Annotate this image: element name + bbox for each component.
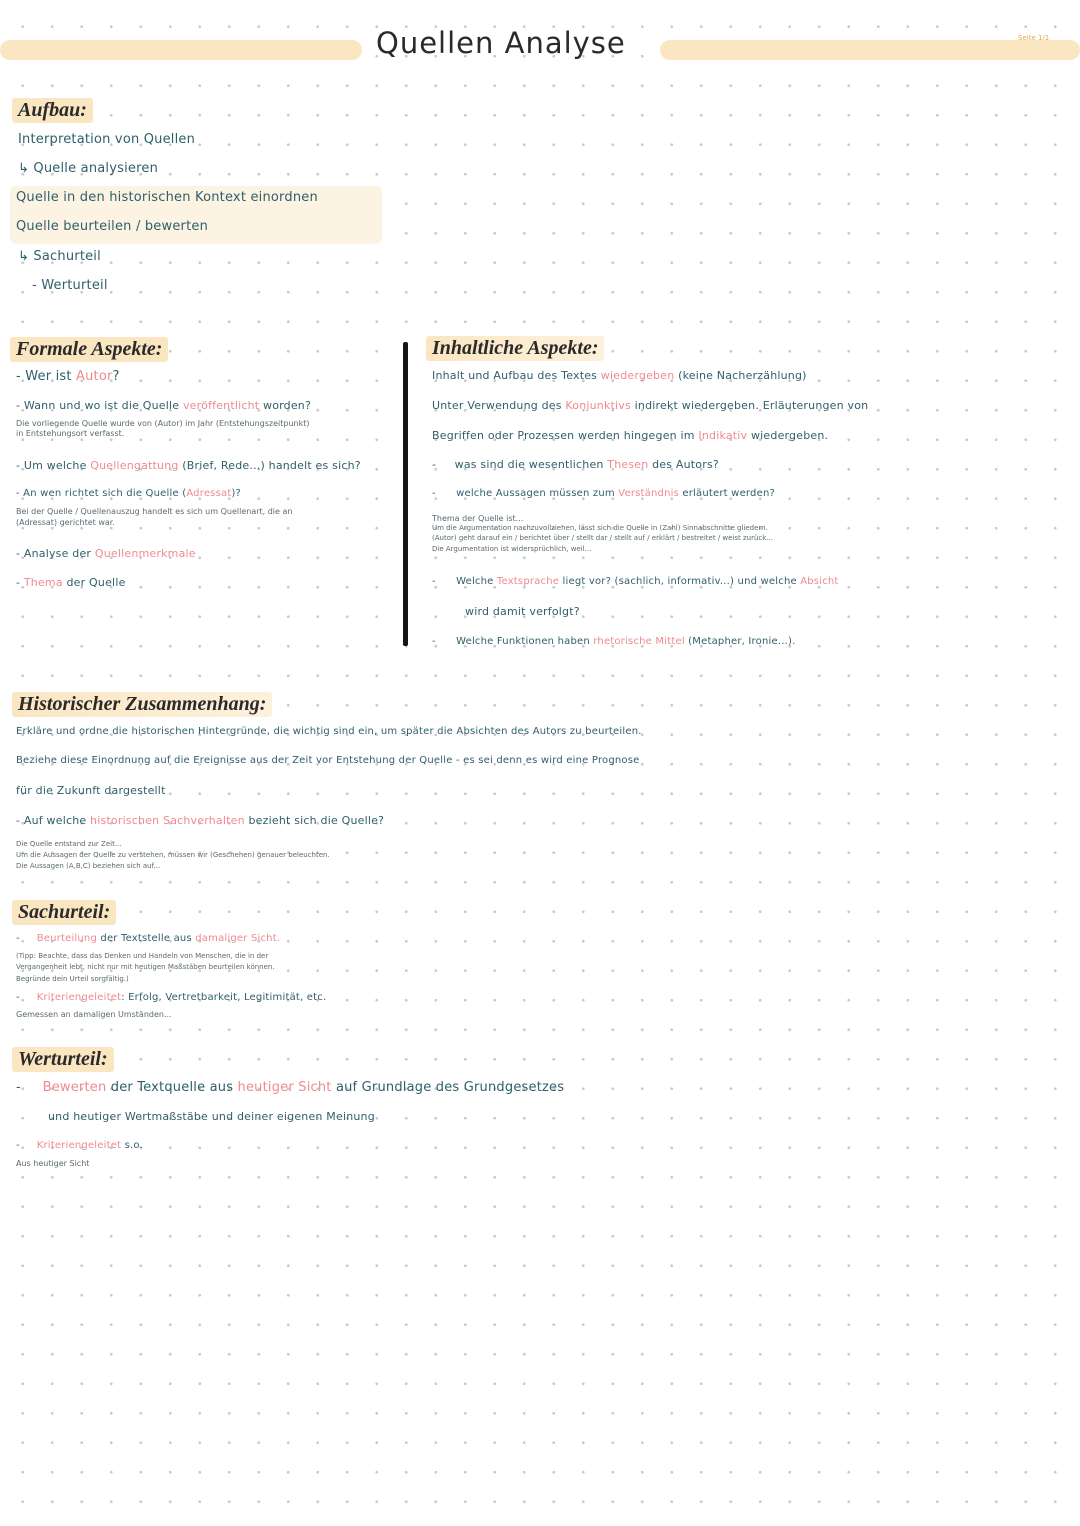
historisch-question: - Auf welche historischen Sachverhalten bezieht sich die Quelle? [16, 814, 385, 827]
formal-q4: - An wen richtet sich die Quelle (Adressat)? [16, 488, 242, 499]
formal-q1: - Wer ist Autor? [16, 369, 120, 384]
historisch-line-3: für die Zukunft dargestellt [16, 784, 166, 797]
aufbau-heading: Aufbau: [12, 98, 93, 123]
column-divider [403, 342, 408, 646]
sachurteil-note-1: (Tipp: Beachte, dass das Denken und Handeln von Menschen, die in der [16, 952, 269, 960]
sachurteil-line-1: - Beurteilung der Textstelle aus damaliger Sicht. [16, 933, 281, 944]
sachurteil-heading: Sachurteil: [12, 900, 116, 925]
inhalt-line-3: Begriffen oder Prozessen werden hingegen im Indikativ wiedergeben. [432, 429, 829, 442]
werturteil-line-1: - Bewerten der Textquelle aus heutiger Sicht auf Grundlage des Grundgesetzes [16, 1080, 565, 1095]
inhalt-note-1: Thema der Quelle ist... [432, 514, 524, 523]
formal-q4-note-1: Bei der Quelle / Quellenauszug handelt es sich um Quellenart, die an [16, 507, 293, 516]
inhalt-note-2: Um die Argumentation nachzuvollziehen, lässt sich die Quelle in (Zahl) Sinnabschnitte gliedern. [432, 524, 768, 532]
aufbau-line-1: Interpretation von Quellen [18, 132, 196, 147]
header-highlight-left [0, 40, 362, 60]
aufbau-line-2: ↳ Quelle analysieren [18, 161, 159, 176]
werturteil-heading: Werturteil: [12, 1047, 114, 1072]
inhalt-bullet-3: - Welche Textsprache liegt vor? (sachlich, informativ...) und welche Absicht [432, 576, 839, 587]
inhalt-note-3: (Autor) geht darauf ein / berichtet über / stellt dar / stellt auf / erklärt / bestreitet / weist zurück... [432, 534, 774, 542]
historisch-line-2: Beziehe diese Einordnung auf die Ereignisse aus der Zeit vor Entstehung der Quelle - es sei denn es wird eine Prognose [16, 755, 640, 766]
historisch-note-1: Die Quelle entstand zur Zeit... [16, 840, 122, 848]
historisch-line-1: Erkläre und ordne die historischen Hintergründe, die wichtig sind ein, um später die Absichten des Autors zu beurteilen. [16, 726, 642, 737]
inhalt-bullet-4: - Welche Funktionen haben rhetorische Mittel (Metapher, Ironie...). [432, 636, 796, 647]
corner-note: Seite 1/1 [1018, 34, 1050, 42]
werturteil-note-1: Aus heutiger Sicht [16, 1159, 90, 1168]
formal-q2-note-1: Die vorliegende Quelle wurde von (Autor) im Jahr (Entstehungszeitpunkt) [16, 419, 310, 428]
formal-q6: - Thema der Quelle [16, 576, 126, 589]
aufbau-line-6: - Werturteil [32, 278, 108, 293]
historisch-note-2: Um die Aussagen der Quelle zu verstehen, müssen wir (Geschehen) genauer beleuchten. [16, 851, 330, 859]
formal-q4-note-2: (Adressat) gerichtet war. [16, 518, 115, 527]
sachurteil-note-3: Begründe dein Urteil sorgfältig.) [16, 975, 129, 983]
inhalt-bullet-2: - welche Aussagen müssen zum Verständnis erläutert werden? [432, 488, 775, 499]
formal-q2: - Wann und wo ist die Quelle veröffentlicht worden? [16, 399, 312, 412]
historisch-note-3: Die Aussagen (A,B,C) beziehen sich auf... [16, 862, 161, 870]
inhalt-line-2: Unter Verwendung des Konjunktivs indirekt wiedergeben. Erläuterungen von [432, 399, 869, 412]
werturteil-line-3: - Kriteriengeleitet s.o. [16, 1140, 143, 1151]
inhalt-note-4: Die Argumentation ist widersprüchlich, weil... [432, 545, 592, 553]
inhalt-bullet-1: - was sind die wesentlichen Thesen des Autors? [432, 458, 719, 471]
formal-q2-note-2: in Entstehungsort verfasst. [16, 429, 125, 438]
header-highlight-right [660, 40, 1080, 60]
formal-q5: - Analyse der Quellenmerkmale [16, 547, 196, 560]
werturteil-line-2: und heutiger Wertmaßstäbe und deiner eigenen Meinung [48, 1110, 375, 1123]
formal-q3: - Um welche Quellengattung (Brief, Rede...) handelt es sich? [16, 459, 361, 472]
sachurteil-note-4: Gemessen an damaligen Umständen... [16, 1010, 172, 1019]
sachurteil-line-2: - Kriteriengeleitet: Erfolg, Vertretbarkeit, Legitimität, etc. [16, 992, 327, 1003]
inhalt-heading: Inhaltliche Aspekte: [426, 336, 604, 361]
page-title: Quellen Analyse [376, 26, 626, 60]
formal-heading: Formale Aspekte: [10, 337, 168, 362]
sachurteil-note-2: Vergangenheit lebt, nicht nur mit heutigen Maßstäben beurteilen können. [16, 963, 275, 971]
aufbau-line-3: Quelle in den historischen Kontext einordnen [16, 190, 318, 205]
aufbau-line-4: Quelle beurteilen / bewerten [16, 219, 209, 234]
aufbau-line-5: ↳ Sachurteil [18, 249, 101, 264]
inhalt-bullet-3-cont: wird damit verfolgt? [465, 605, 580, 618]
inhalt-line-1: Inhalt und Aufbau des Textes wiedergeben (keine Nacherzählung) [432, 369, 807, 382]
historisch-heading: Historischer Zusammenhang: [12, 692, 272, 717]
